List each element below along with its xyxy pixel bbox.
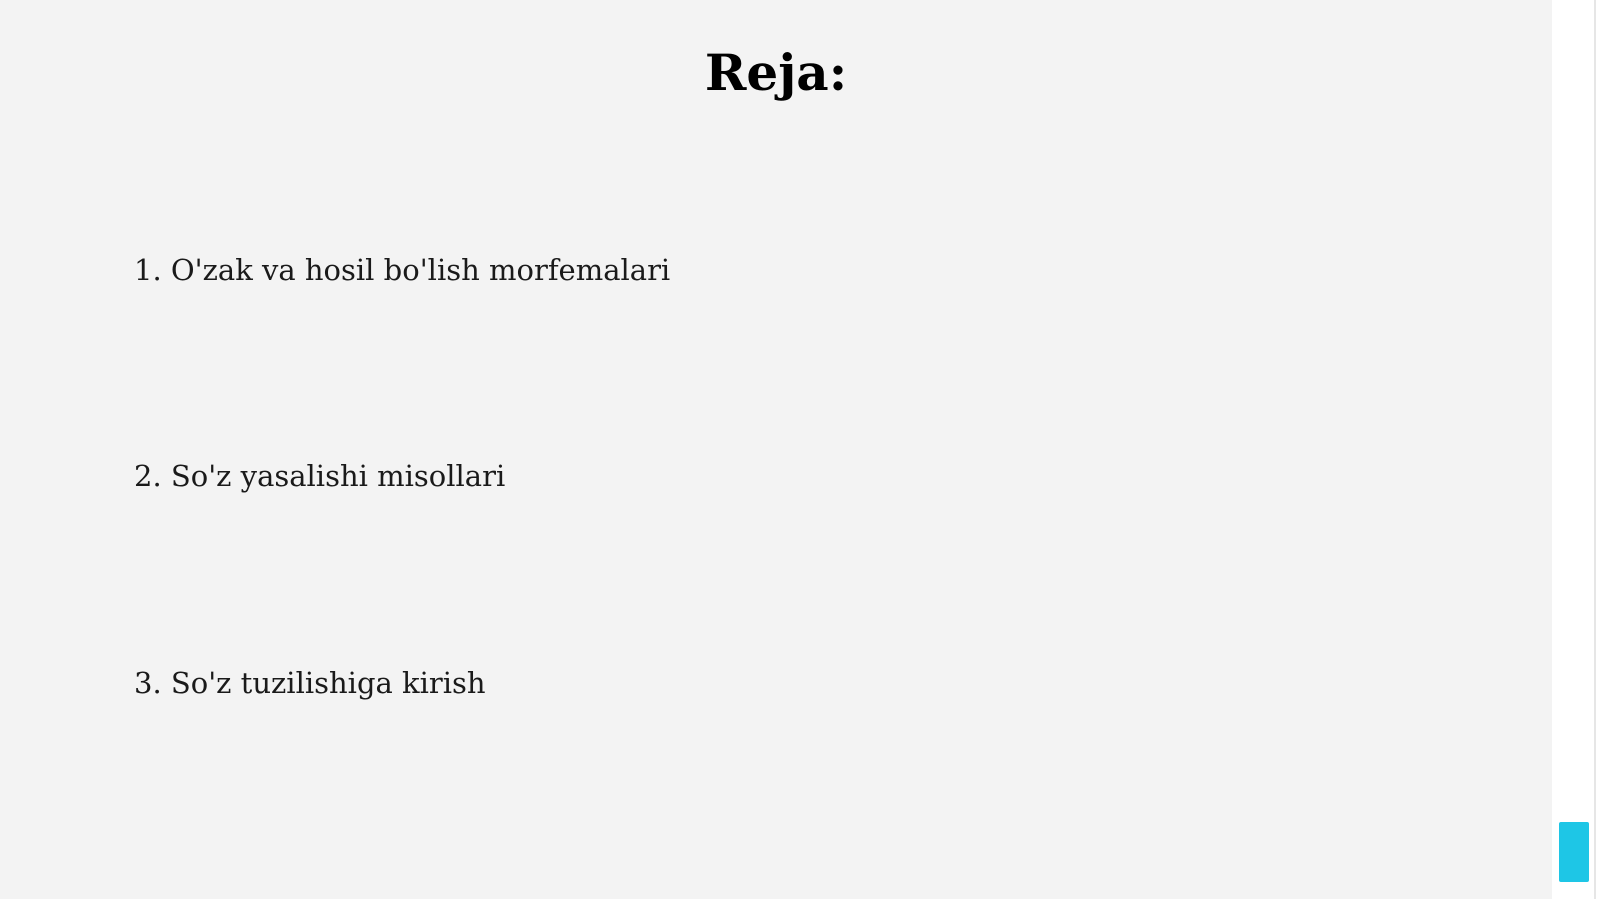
page-edge-divider — [1594, 0, 1596, 899]
plan-item-2: 2. So'z yasalishi misollari — [134, 459, 506, 493]
plan-item-1: 1. O'zak va hosil bo'lish morfemalari — [134, 253, 671, 287]
plan-item-3: 3. So'z tuzilishiga kirish — [134, 666, 486, 700]
scroll-thumb[interactable] — [1559, 822, 1589, 882]
slide-title: Reja: — [704, 43, 848, 102]
